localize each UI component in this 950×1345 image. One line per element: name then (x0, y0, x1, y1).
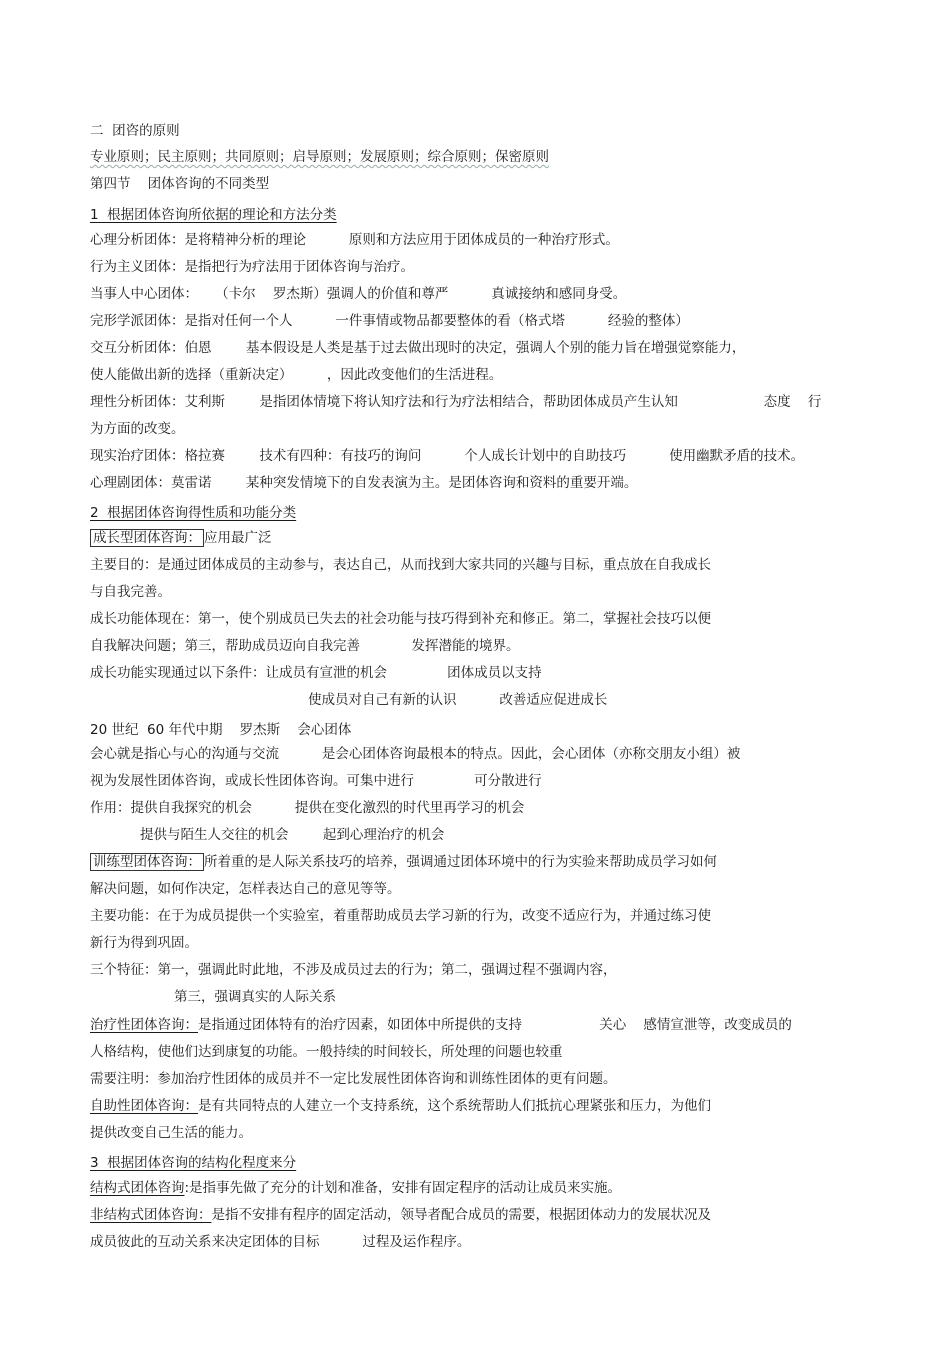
text-line: 作用：提供自我探究的机会 提供在变化激烈的时代里再学习的机会 (90, 800, 525, 816)
text-line: 与自我完善。 (90, 584, 171, 600)
term-line (90, 1016, 792, 1034)
text-line: 心理剧团体：莫雷诺 某种突发情境下的自发表演为主。是团体咨询和资料的重要开端。 (90, 475, 638, 491)
term-desc: 是有共同特点的人建立一个支持系统，这个系统帮助人们抵抗心理紧张和压力，为他们 (198, 1098, 711, 1114)
text-line: 完形学派团体：是指对任何一个人 一件事情或物品都要整体的看（格式塔 经验的整体） (90, 313, 689, 329)
boxed-term: 训练型团体咨询： (90, 853, 204, 871)
term-line (90, 1179, 621, 1197)
text-line: 使人能做出新的选择（重新决定） ，因此改变他们的生活进程。 (90, 367, 503, 383)
category-heading-3: 3 根据团体咨询的结构化程度来分 (90, 1155, 297, 1171)
term-desc: 是指通过团体特有的治疗因素，如团体中所提供的支持 关心 感情宣泄等，改变成员的 (198, 1017, 792, 1033)
principles-list: 专业原则；民主原则；共同原则；启导原则；发展原则；综合原则；保密原则 (90, 149, 549, 165)
underlined-term: 治疗性团体咨询： (90, 1017, 198, 1033)
text-line: 现实治疗团体：格拉赛 技术有四种：有技巧的询问 个人成长计划中的自助技巧 使用幽默矛盾的技术。 (90, 448, 805, 464)
text-line: 成长功能实现通过以下条件：让成员有宣泄的机会 团体成员以支持 (90, 665, 542, 681)
term-line (90, 1097, 711, 1115)
text-line: 第三，强调真实的人际关系 (174, 989, 336, 1005)
text-line: 提供与陌生人交往的机会 起到心理治疗的机会 (140, 827, 445, 843)
text-line: 自我解决问题；第三，帮助成员迈向自我完善 发挥潜能的境界。 (90, 638, 520, 654)
text-line: 行为主义团体：是指把行为疗法用于团体咨询与治疗。 (90, 259, 414, 275)
term-line (90, 1206, 711, 1224)
text-line: 主要目的：是通过团体成员的主动参与，表达自己，从而找到大家共同的兴趣与目标，重点放在自我成长 (90, 557, 711, 573)
text-line: 使成员对自己有新的认识 改善适应促进成长 (308, 692, 608, 708)
text-line: 成员彼此的互动关系来决定团体的目标 过程及运作程序。 (90, 1234, 471, 1250)
text-line: 需要注明：参加治疗性团体的成员并不一定比发展性团体咨询和训练性团体的更有问题。 (90, 1071, 617, 1087)
underlined-term: 结构式团体咨询 (90, 1180, 185, 1196)
category-heading-2: 2 根据团体咨询得性质和功能分类 (90, 505, 297, 521)
text-line: 成长功能体现在：第一，使个别成员已失去的社会功能与技巧得到补充和修正。第二，掌握社会技巧以便 (90, 611, 711, 627)
term-line (90, 529, 272, 547)
text-line: 三个特征：第一，强调此时此地，不涉及成员过去的行为；第二，强调过程不强调内容， (90, 962, 617, 978)
text-line: 视为发展性团体咨询，或成长性团体咨询。可集中进行 可分散进行 (90, 773, 542, 789)
term-desc: 是指不安排有程序的固定活动，领导者配合成员的需要，根据团体动力的发展状况及 (211, 1207, 711, 1223)
text-line: 提供改变自己生活的能力。 (90, 1125, 252, 1141)
term-desc: :是指事先做了充分的计划和准备，安排有固定程序的活动让成员来实施。 (184, 1180, 622, 1196)
chapter-heading: 第四节 团体咨询的不同类型 (90, 176, 270, 192)
text-line: 交互分析团体：伯恩 基本假设是人类是基于过去做出现时的决定，强调人个别的能力旨在增强觉察能力， (90, 340, 746, 356)
text-line: 理性分析团体：艾利斯 是指团体情境下将认知疗法和行为疗法相结合，帮助团体成员产生认知 态度 行 (90, 394, 822, 410)
term-line (90, 853, 717, 871)
text-line: 解决问题，如何作决定，怎样表达自己的意见等等。 (90, 881, 401, 897)
text-line: 会心就是指心与心的沟通与交流 是会心团体咨询最根本的特点。因此，会心团体（亦称交朋友小组）被 (90, 746, 741, 762)
category-heading-1: 1 根据团体咨询所依据的理论和方法分类 (90, 207, 337, 223)
text-line: 新行为得到巩固。 (90, 935, 198, 951)
term-desc: 所着重的是人际关系技巧的培养，强调通过团体环境中的行为实验来帮助成员学习如何 (204, 854, 717, 870)
section-heading: 二 团咨的原则 (90, 123, 180, 139)
text-line: 20 世纪 60 年代中期 罗杰斯 会心团体 (90, 722, 352, 738)
text-line: 心理分析团体：是将精神分析的理论 原则和方法应用于团体成员的一种治疗形式。 (90, 232, 619, 248)
text-line: 当事人中心团体： （卡尔 罗杰斯）强调人的价值和尊严 真诚接纳和感同身受。 (90, 286, 627, 302)
underlined-term: 自助性团体咨询： (90, 1098, 198, 1114)
text-line: 人格结构，使他们达到康复的功能。一般持续的时间较长，所处理的问题也较重 (90, 1044, 563, 1060)
underlined-term: 非结构式团体咨询： (90, 1207, 212, 1223)
text-line: 主要功能：在于为成员提供一个实验室，着重帮助成员去学习新的行为，改变不适应行为，并通过练习使 (90, 908, 711, 924)
term-desc: 应用最广泛 (204, 530, 272, 546)
boxed-term: 成长型团体咨询： (90, 529, 204, 547)
text-line: 为方面的改变。 (90, 421, 185, 437)
